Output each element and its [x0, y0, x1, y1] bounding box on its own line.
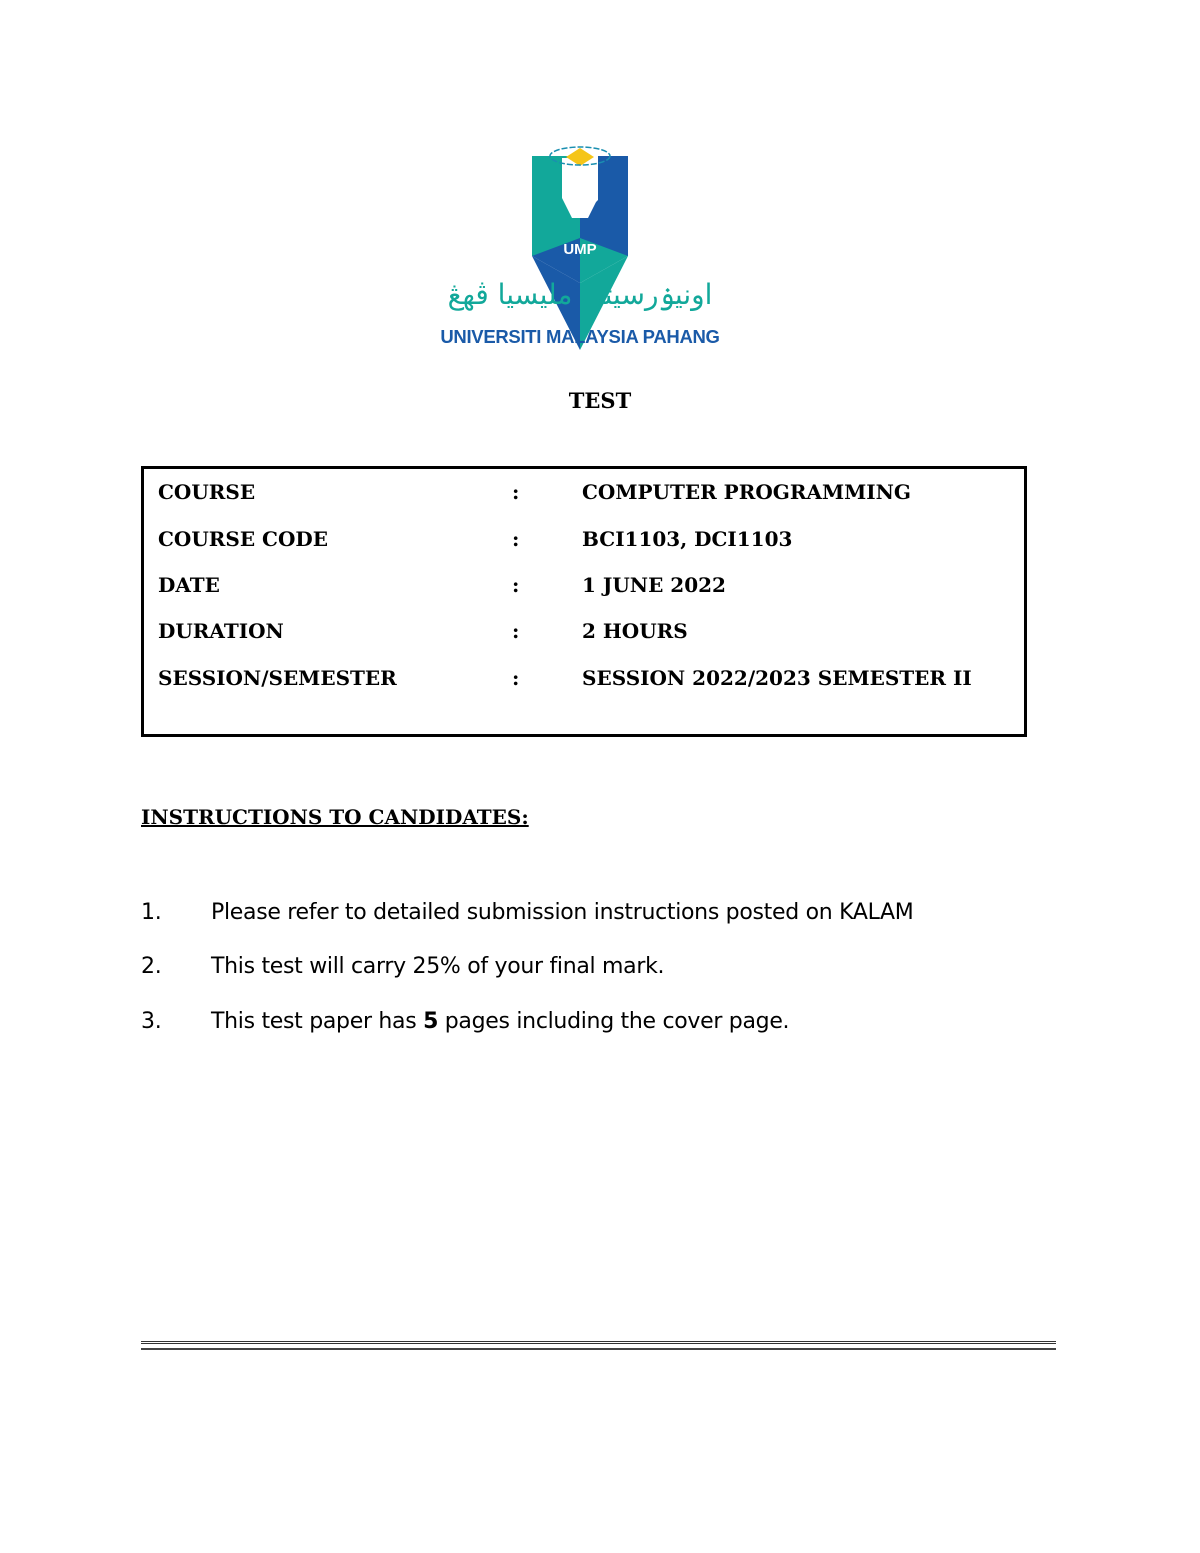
- detail-label: SESSION/SEMESTER: [158, 666, 397, 690]
- logo-badge-text: UMP: [563, 241, 597, 258]
- detail-value: SESSION 2022/2023 SEMESTER II: [582, 666, 972, 690]
- page-count: 5: [423, 1009, 439, 1034]
- instruction-text-post: pages including the cover page.: [438, 1009, 790, 1034]
- logo-university-name: UNIVERSITI MALAYSIA PAHANG: [440, 326, 720, 347]
- instructions-heading: INSTRUCTIONS TO CANDIDATES:: [141, 805, 529, 829]
- instruction-number: 3.: [141, 1009, 162, 1034]
- instruction-text: [211, 1009, 789, 1034]
- detail-separator: :: [512, 573, 520, 597]
- detail-label: DATE: [158, 573, 220, 597]
- detail-value: 2 HOURS: [582, 619, 688, 643]
- logo-arabic-name: اونيۏرسيتي مليسيا ڤهڠ: [447, 278, 713, 311]
- detail-value: BCI1103, DCI1103: [582, 527, 793, 551]
- instruction-number: 1.: [141, 900, 162, 925]
- instruction-text-pre: This test paper has: [211, 1009, 424, 1034]
- detail-label: COURSE CODE: [158, 527, 328, 551]
- instruction-text: Please refer to detailed submission instructions posted on KALAM: [211, 900, 914, 925]
- detail-separator: :: [512, 666, 520, 690]
- document-title: TEST: [568, 388, 632, 413]
- detail-separator: :: [512, 619, 520, 643]
- detail-separator: :: [512, 527, 520, 551]
- instruction-number: 2.: [141, 954, 162, 979]
- detail-separator: :: [512, 480, 520, 504]
- detail-label: DURATION: [158, 619, 284, 643]
- double-rule-divider: [141, 1341, 1056, 1349]
- instruction-text: This test will carry 25% of your final mark.: [211, 954, 665, 979]
- detail-label: COURSE: [158, 480, 256, 504]
- detail-value: COMPUTER PROGRAMMING: [582, 480, 911, 504]
- university-logo: [430, 138, 730, 353]
- detail-value: 1 JUNE 2022: [582, 573, 726, 597]
- course-details-box: [141, 466, 1027, 737]
